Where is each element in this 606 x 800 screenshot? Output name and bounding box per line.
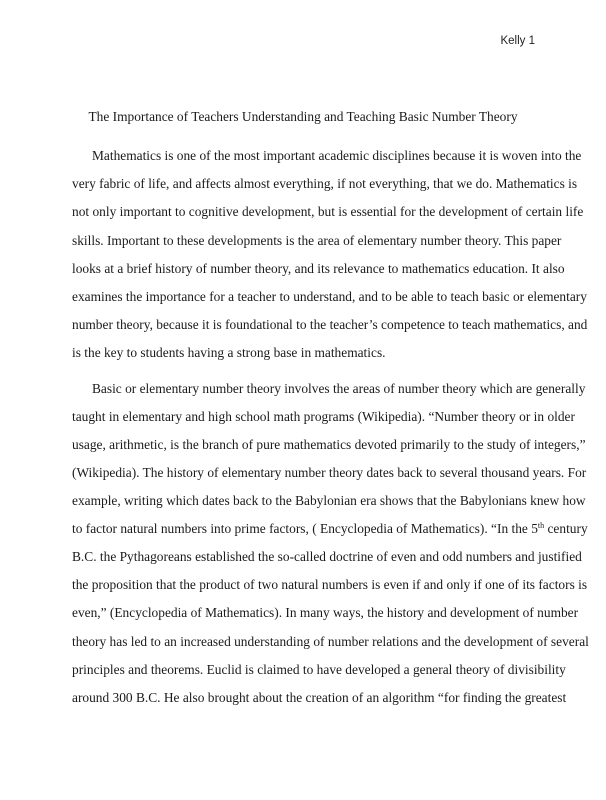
text-line: example, writing which dates back to the Babylonian era shows that the Babylonians knew how — [72, 493, 586, 508]
paper-title: The Importance of Teachers Understanding and Teaching Basic Number Theory — [88, 109, 518, 124]
text-line: theory has led to an increased understanding of number relations and the development of several — [72, 634, 589, 649]
text-line: Basic or elementary number theory involves the areas of number theory which are generally — [92, 381, 586, 396]
text-line: (Wikipedia). The history of elementary number theory dates back to several thousand years. For — [72, 465, 587, 480]
text-line: examines the importance for a teacher to understand, and to be able to teach basic or elementary — [72, 289, 587, 304]
text-line — [72, 521, 588, 537]
text-line: even,” (Encyclopedia of Mathematics). In many ways, the history and development of number — [72, 605, 579, 620]
text-line: number theory, because it is foundational to the teacher’s competence to teach mathematics, and — [72, 317, 588, 332]
text-line: not only important to cognitive development, but is essential for the development of certain life — [72, 204, 584, 219]
text-span: century — [544, 521, 588, 536]
text-line: around 300 B.C. He also brought about the creation of an algorithm “for finding the greatest — [72, 690, 567, 705]
text-line: Mathematics is one of the most important academic disciplines because it is woven into the — [92, 148, 582, 163]
text-line: B.C. the Pythagoreans established the so-called doctrine of even and odd numbers and justified — [72, 549, 582, 564]
text-line: principles and theorems. Euclid is claimed to have developed a general theory of divisibility — [72, 662, 566, 677]
text-line: is the key to students having a strong base in mathematics. — [72, 345, 386, 360]
text-line: the proposition that the product of two natural numbers is even if and only if one of its factors is — [72, 577, 588, 592]
text-line: taught in elementary and high school math programs (Wikipedia). “Number theory or in older — [72, 409, 575, 424]
text-line: skills. Important to these developments is the area of elementary number theory. This paper — [72, 233, 562, 248]
text-span: to factor natural numbers into prime factors, ( Encyclopedia of Mathematics). “In the 5 — [72, 521, 538, 536]
running-header: Kelly 1 — [500, 35, 535, 47]
text-line: looks at a brief history of number theory, and its relevance to mathematics education. It also — [72, 261, 565, 276]
superscript: th — [537, 521, 545, 530]
text-line: very fabric of life, and affects almost everything, if not everything, that we do. Mathematics is — [72, 176, 578, 191]
text-line: usage, arithmetic, is the branch of pure mathematics devoted primarily to the study of integers,” — [72, 437, 586, 452]
